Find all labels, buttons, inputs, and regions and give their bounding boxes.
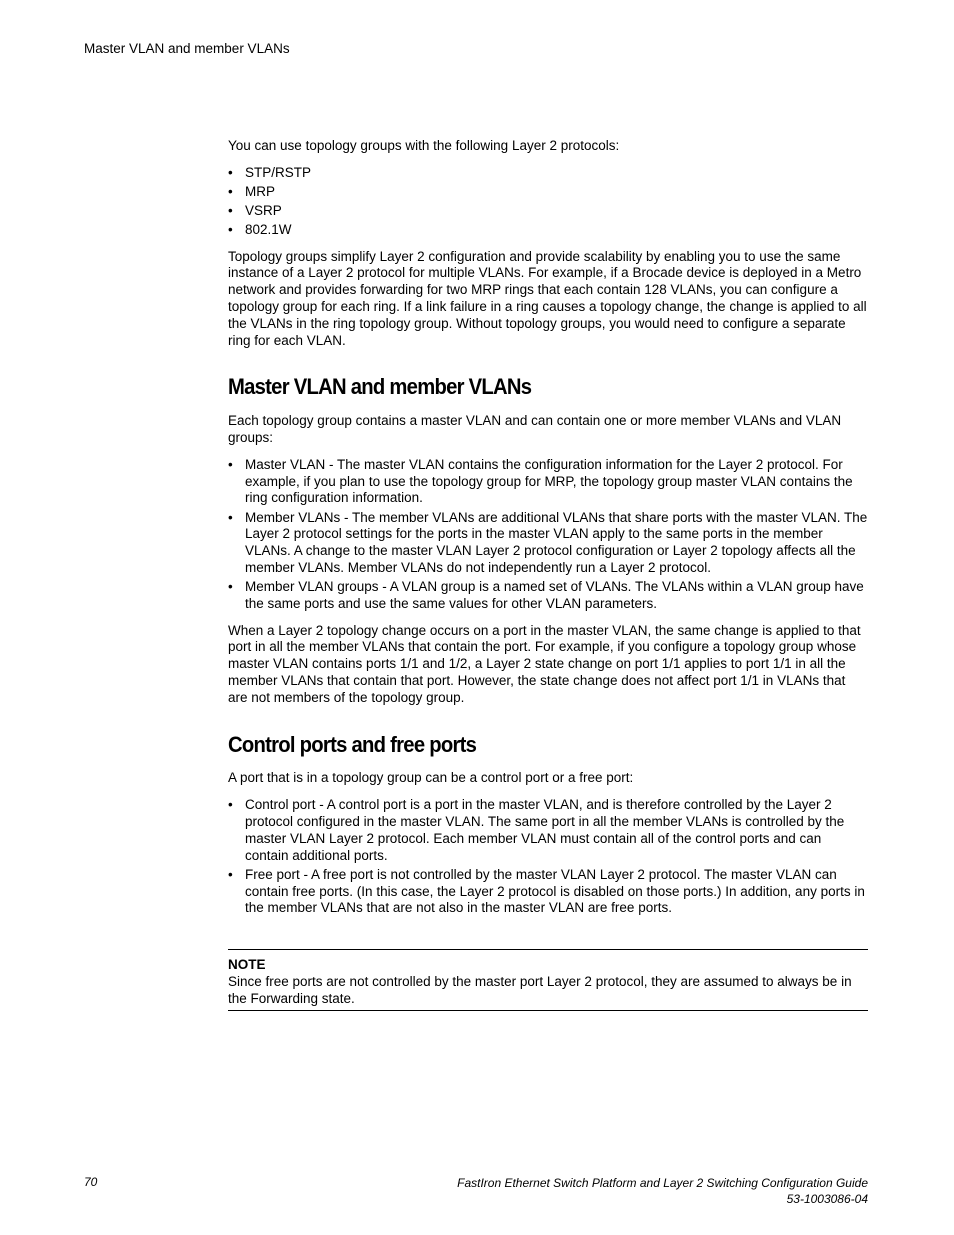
list-item: • Control port - A control port is a port in the master VLAN, and is therefore controlled by the Layer 2 protocol configured in the master VLAN. The same port in all the member VLANs is controlled by the master VLAN Layer 2 protocol. Each member VLAN must contain all of the control ports and can contain additional ports. — [228, 797, 868, 864]
footer-doc-number: 53-1003086-04 — [786, 1192, 868, 1206]
section-heading-master-vlan: Master VLAN and member VLANs — [228, 374, 532, 400]
note-box — [228, 949, 868, 1010]
footer-doc-info — [457, 1175, 868, 1207]
note-text: Since free ports are not controlled by the master port Layer 2 protocol, they are assumed to always be in the Forwarding state. — [228, 974, 852, 1006]
list-item: • VSRP — [228, 203, 868, 220]
running-header: Master VLAN and member VLANs — [84, 41, 290, 56]
intro-lead: You can use topology groups with the following Layer 2 protocols: — [228, 138, 620, 153]
list-item: • MRP — [228, 184, 868, 201]
protocol-list — [228, 165, 868, 239]
control-lead: A port that is in a topology group can be a control port or a free port: — [228, 770, 634, 786]
page-body — [228, 138, 868, 1011]
intro-summary: Topology groups simplify Layer 2 configuration and provide scalability by enabling you to use the same instance of a Layer 2 protocol for multiple VLANs. For example, if a Brocade device is deployed in a Metro network and provides forwarding for two MRP rings that each contain 128 VLANs, you can configure a topology group for each ring. If a link failure in a ring causes a topology change, the change is applied to all the VLANs in the ring topology group. Without topology groups, you would need to configure a separate ring for each VLAN. — [228, 248, 867, 348]
master-list — [228, 457, 868, 613]
footer-doc-title: FastIron Ethernet Switch Platform and Layer 2 Switching Configuration Guide — [457, 1176, 868, 1190]
list-item: • Member VLANs - The member VLANs are additional VLANs that share ports with the master VLAN. The Layer 2 protocol settings for the ports in the master VLAN apply to the same ports in the member VLANs. A change to the master VLAN Layer 2 protocol configuration or Layer 2 topology affects all the member VLANs. Member VLANs do not independently run a Layer 2 protocol. — [228, 510, 868, 577]
list-item: • 802.1W — [228, 222, 868, 239]
control-list — [228, 797, 868, 917]
note-title: NOTE — [228, 957, 266, 973]
list-item: • Master VLAN - The master VLAN contains the configuration information for the Layer 2 protocol. For example, if you plan to use the topology group for MRP, the topology group master VLAN contains the ring configuration information. — [228, 457, 868, 507]
list-item: • Member VLAN groups - A VLAN group is a named set of VLANs. The VLANs within a VLAN group have the same ports and use the same values for other VLAN parameters. — [228, 579, 868, 613]
list-item: • Free port - A free port is not controlled by the master VLAN Layer 2 protocol. The master VLAN can contain free ports. (In this case, the Layer 2 protocol is disabled on those ports.) In addition, any ports in the member VLANs that are not also in the master VLAN are free ports. — [228, 867, 868, 917]
page-number: 70 — [84, 1175, 98, 1189]
list-item: • STP/RSTP — [228, 165, 868, 182]
section-heading-control-ports: Control ports and free ports — [228, 731, 477, 757]
master-closing: When a Layer 2 topology change occurs on a port in the master VLAN, the same change is applied to that port in all the member VLANs that contain the port. For example, if you configure a topology group whose master VLAN contains ports 1/1 and 1/2, a Layer 2 state change on port 1/1 applies to port 1/1 in all the member VLANs that contain that port. However, the state change does not affect port 1/1 in VLANs that are not members of the topology group. — [228, 622, 861, 705]
master-lead: Each topology group contains a master VLAN and can contain one or more member VLANs and VLAN groups: — [228, 413, 842, 445]
